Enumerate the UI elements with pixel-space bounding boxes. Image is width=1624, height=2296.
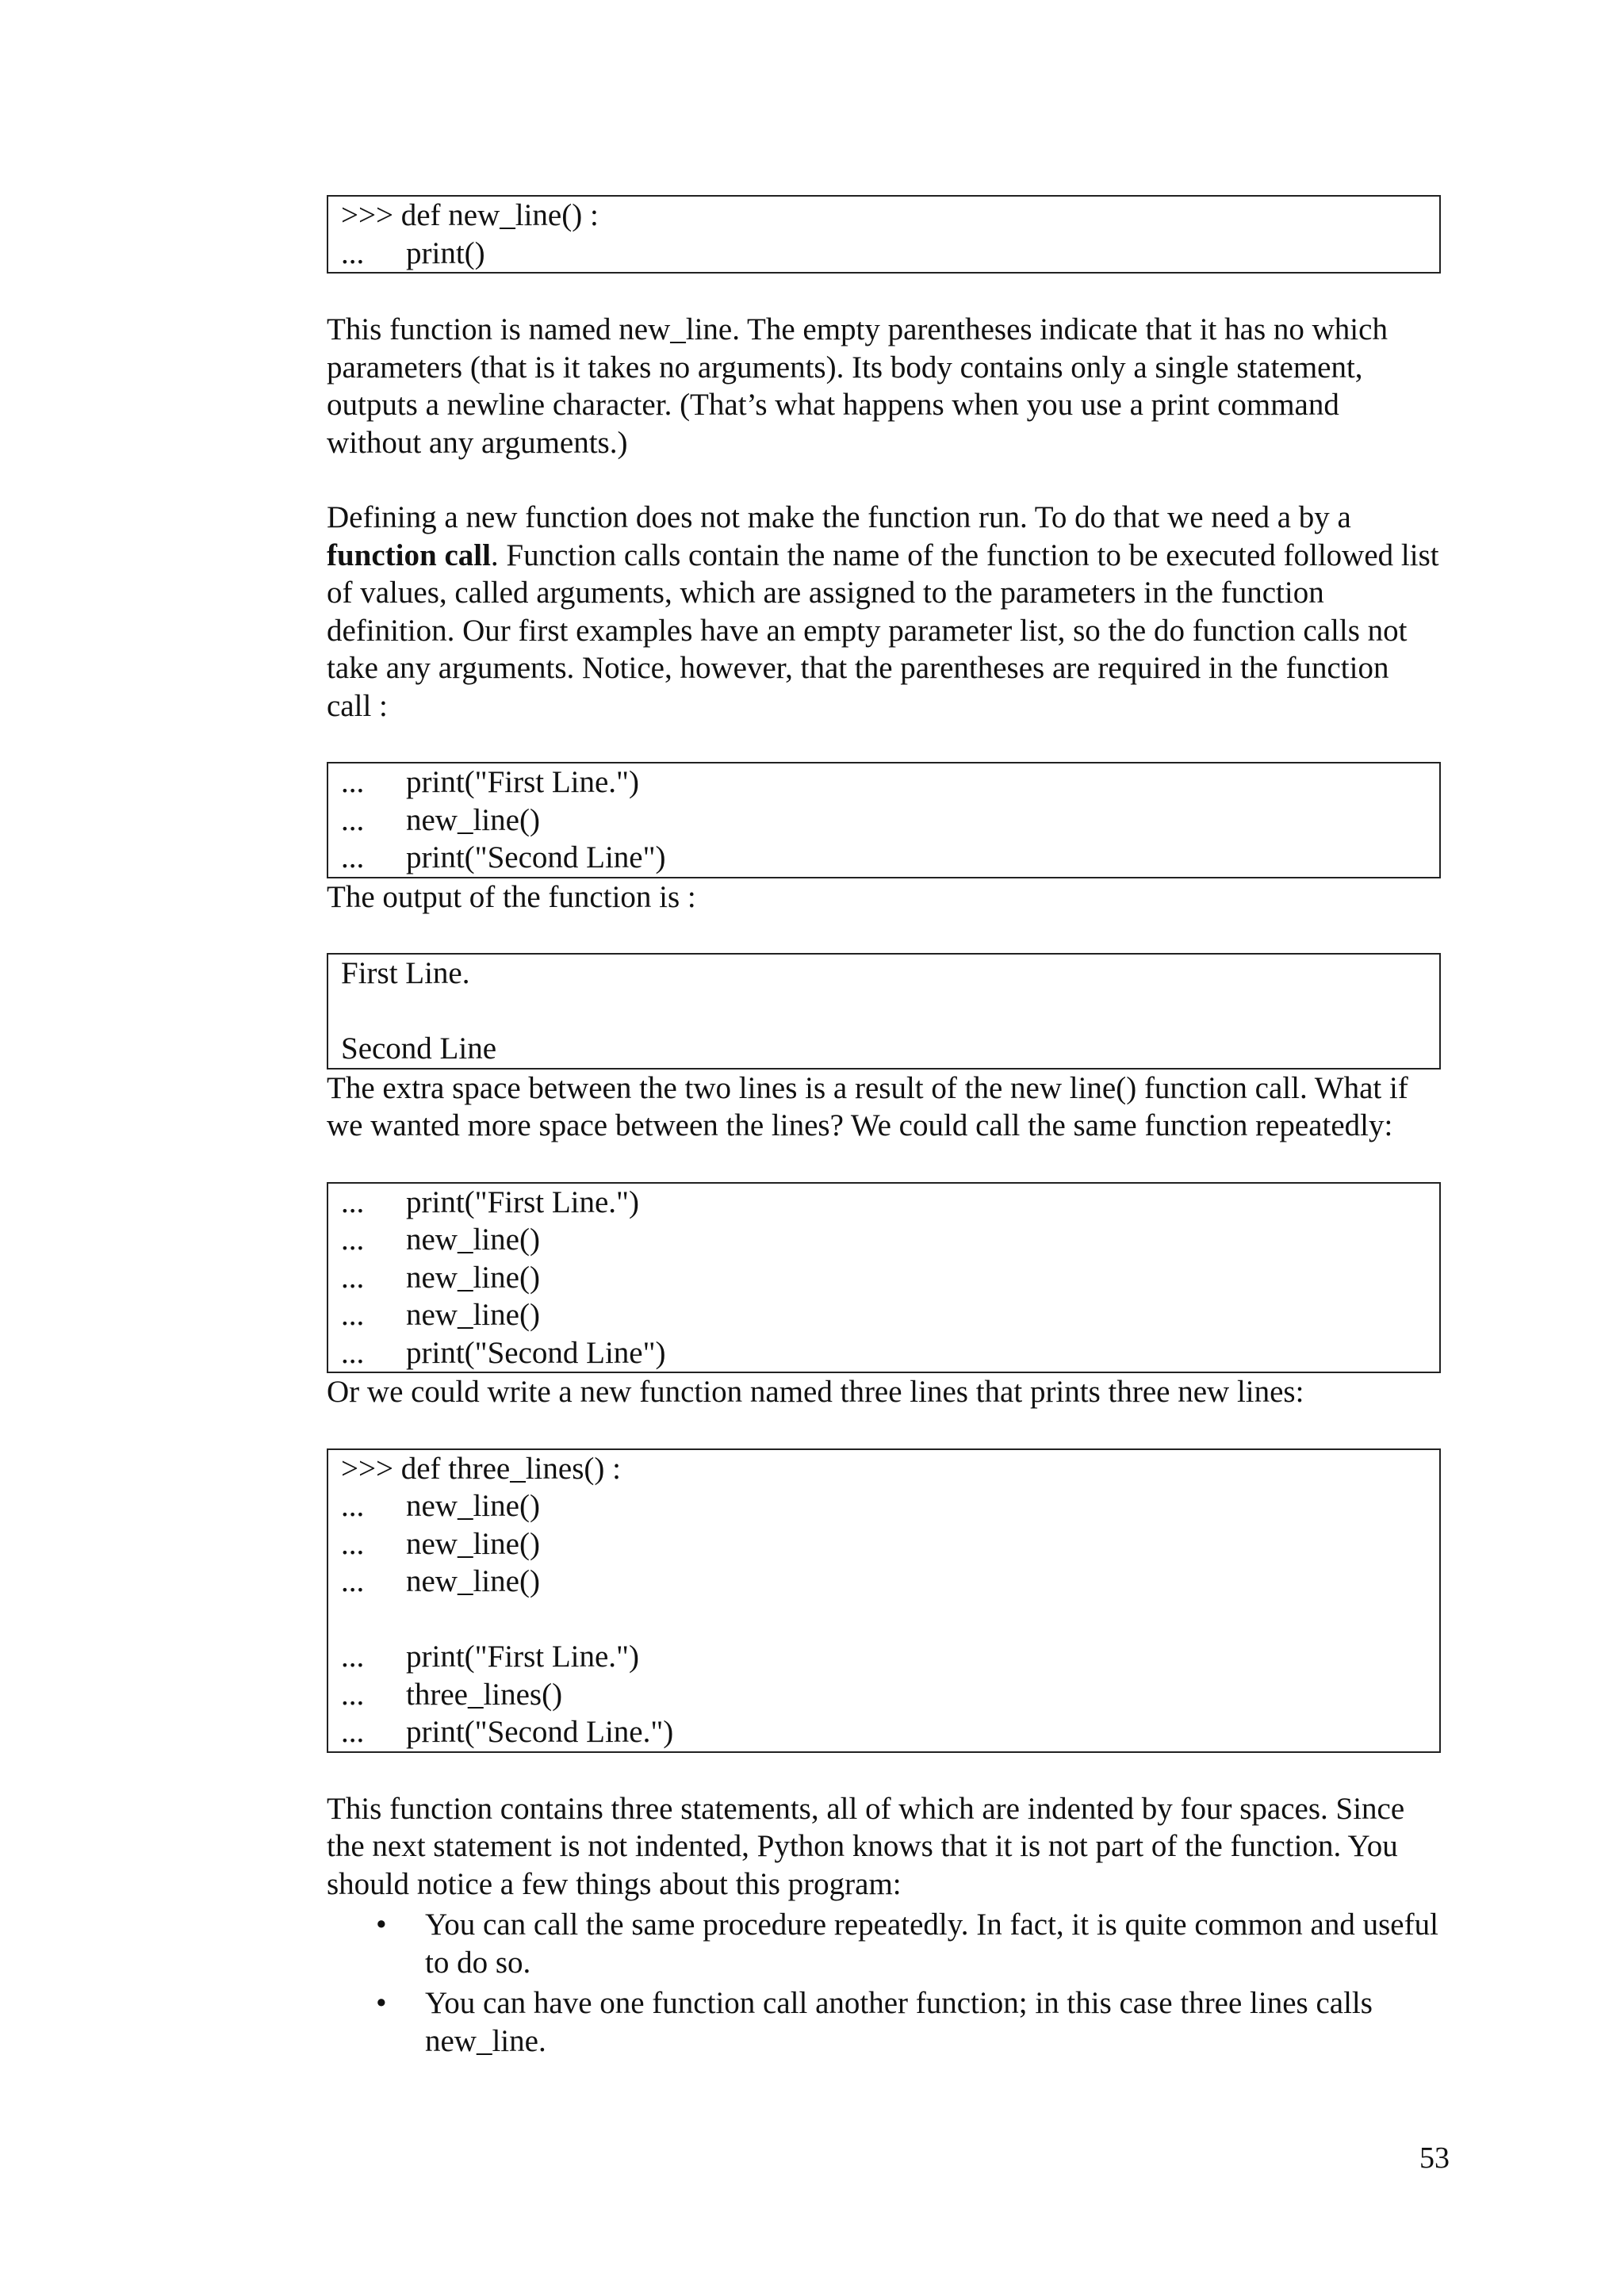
code-line (341, 1259, 1427, 1297)
bullet-icon: • (376, 1986, 387, 2020)
page-number: 53 (1419, 2141, 1450, 2175)
page-content (327, 195, 1441, 2060)
code-text: print("First Line.") (406, 765, 639, 799)
list-item (327, 1984, 1441, 2060)
code-line (341, 235, 1427, 273)
code-text: new_line() (406, 1489, 540, 1523)
code-line (341, 197, 1427, 235)
code-prompt: ... (341, 1526, 365, 1561)
list-item-text: You can call the same procedure repeatedly. In fact, it is quite common and useful to do so. (425, 1908, 1438, 1980)
paragraph-new-line-description (327, 311, 1441, 461)
code-line (341, 1334, 1427, 1372)
code-text: new_line() (406, 1526, 540, 1561)
code-text: new_line() (406, 1564, 540, 1598)
code-text: print("Second Line") (406, 840, 666, 874)
code-line (341, 839, 1427, 877)
code-text: new_line() (406, 802, 540, 837)
code-line (341, 1450, 1427, 1488)
paragraph-text: This function is named new_line. The empty parentheses indicate that it has no which parameters (that is it takes no arguments). Its body contains only a single statement, outputs a newline character. (That’s what happens when you use a print command without any arguments.) (327, 312, 1388, 460)
paragraph-text-part: Defining a new function does not make the function run. To do that we need a by a (327, 500, 1351, 534)
code-prompt: ... (341, 840, 365, 874)
code-block-function-call (327, 762, 1441, 878)
output-block (327, 953, 1441, 1070)
paragraph-text-part: . Function calls contain the name of the function to be executed followed list of values, called arguments, which are assigned to the parameters in the function definition. Our first examples have an empty parameter list, so the do function calls not take any arguments. Notice, however, that the parentheses are required in the function call : (327, 538, 1439, 723)
code-text: print("First Line.") (406, 1184, 639, 1219)
code-line (341, 1676, 1427, 1714)
code-block-three-lines (327, 1448, 1441, 1753)
paragraph-function-call (327, 499, 1441, 725)
code-line (341, 1563, 1427, 1601)
code-prompt: >>> (341, 198, 393, 232)
output-line: First Line. (341, 956, 470, 990)
code-text: new_line() (406, 1260, 540, 1295)
code-line (341, 763, 1427, 802)
code-prompt: ... (341, 1489, 365, 1523)
code-prompt: >>> (341, 1451, 393, 1486)
code-prompt: ... (341, 765, 365, 799)
code-text: def new_line() : (400, 198, 599, 232)
code-prompt: ... (341, 235, 365, 270)
code-text: print("Second Line.") (406, 1715, 674, 1749)
code-text: three_lines() (406, 1677, 563, 1712)
paragraph-text (327, 499, 1441, 725)
output-line: Second Line (341, 1031, 497, 1066)
code-line (341, 1221, 1427, 1259)
code-text: new_line() (406, 1223, 540, 1257)
code-prompt: ... (341, 1184, 365, 1219)
bullet-icon: • (376, 1908, 387, 1942)
list-item-text: You can have one function call another function; in this case three lines calls new_line. (425, 1986, 1373, 2058)
code-prompt: ... (341, 1564, 365, 1598)
paragraph-text: The output of the function is : (327, 879, 696, 914)
paragraph-three-lines-intro (327, 1373, 1441, 1411)
code-block-repeated-calls (327, 1182, 1441, 1374)
code-text: def three_lines() : (400, 1451, 621, 1486)
code-text: new_line() (406, 1298, 540, 1332)
code-line (341, 802, 1427, 840)
paragraph-indentation (327, 1790, 1441, 1904)
code-prompt: ... (341, 1260, 365, 1295)
code-prompt: ... (341, 1677, 365, 1712)
paragraph-output-intro (327, 878, 1441, 916)
list-item (327, 1906, 1441, 1981)
code-line (341, 1525, 1427, 1563)
code-line (341, 1638, 1427, 1676)
code-line (341, 1296, 1427, 1334)
code-prompt: ... (341, 1715, 365, 1749)
paragraph-extra-space (327, 1070, 1441, 1145)
code-text: print("Second Line") (406, 1335, 666, 1370)
code-prompt: ... (341, 1640, 365, 1674)
bullet-list (327, 1906, 1441, 2060)
code-prompt: ... (341, 802, 365, 837)
code-text: print() (406, 235, 485, 270)
code-block-new-line-definition (327, 195, 1441, 274)
bold-term-function-call: function call (327, 538, 491, 572)
code-prompt: ... (341, 1335, 365, 1370)
code-text: print("First Line.") (406, 1640, 639, 1674)
paragraph-text: The extra space between the two lines is a result of the new line() function call. What if we wanted more space between the lines? We could call the same function repeatedly: (327, 1070, 1408, 1142)
code-prompt: ... (341, 1223, 365, 1257)
code-prompt: ... (341, 1298, 365, 1332)
paragraph-text: Or we could write a new function named three lines that prints three new lines: (327, 1375, 1304, 1409)
code-line (341, 1184, 1427, 1222)
code-line (341, 1487, 1427, 1525)
paragraph-text: This function contains three statements, all of which are indented by four spaces. Since the next statement is not indented, Python knows that it is not part of the function. You should notice a few things about this program: (327, 1791, 1405, 1901)
code-line (341, 1713, 1427, 1751)
